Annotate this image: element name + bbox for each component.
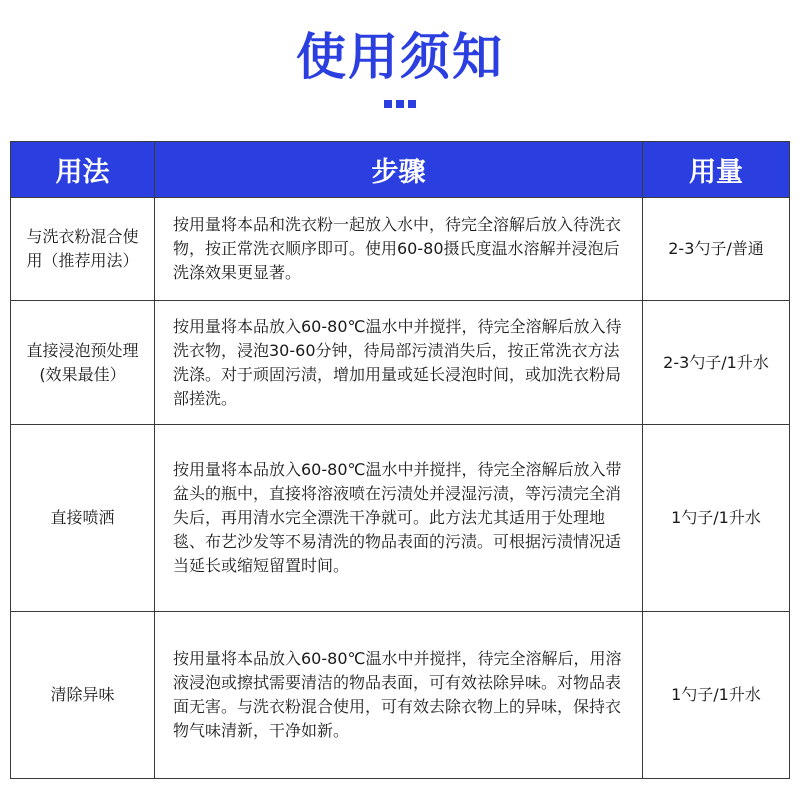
header-usage: 用法 bbox=[11, 142, 155, 198]
row-steps: 按用量将本品和洗衣粉一起放入水中，待完全溶解后放入待洗衣物，按正常洗衣顺序即可。使用60-80摄氏度温水溶解并浸泡后洗涤效果更显著。 bbox=[155, 198, 643, 301]
row-amount: 2-3勺子/普通 bbox=[643, 198, 790, 301]
row-steps: 按用量将本品放入60-80℃温水中并搅拌，待完全溶解后，用溶液浸泡或擦拭需要清洁的物品表面，可有效祛除异味。对物品表面无害。与洗衣粉混合使用，可有效去除衣物上的异味，保持衣物气味清新，干净如新。 bbox=[155, 612, 643, 779]
row-usage: 直接浸泡预处理(效果最佳） bbox=[11, 301, 155, 425]
decoration-dot bbox=[396, 100, 404, 108]
decoration-dot bbox=[384, 100, 392, 108]
table-row bbox=[11, 612, 790, 779]
row-usage: 清除异味 bbox=[11, 612, 155, 779]
row-amount: 1勺子/1升水 bbox=[643, 425, 790, 612]
header-amount: 用量 bbox=[643, 142, 790, 198]
table-row bbox=[11, 198, 790, 301]
table-header-row bbox=[11, 142, 790, 198]
row-usage: 直接喷洒 bbox=[11, 425, 155, 612]
header-steps: 步骤 bbox=[155, 142, 643, 198]
row-amount: 1勺子/1升水 bbox=[643, 612, 790, 779]
table-row bbox=[11, 301, 790, 425]
usage-guide-table bbox=[10, 141, 790, 779]
row-steps: 按用量将本品放入60-80℃温水中并搅拌，待完全溶解后放入带盆头的瓶中，直接将溶液喷在污渍处并浸湿污渍，等污渍完全消失后，再用清水完全漂洗干净就可。此方法尤其适用于处理地毯、布艺沙发等不易清洗的物品表面的污渍。可根据污渍情况适当延长或缩短留置时间。 bbox=[155, 425, 643, 612]
row-amount: 2-3勺子/1升水 bbox=[643, 301, 790, 425]
title-decoration-dots bbox=[384, 100, 416, 108]
decoration-dot bbox=[408, 100, 416, 108]
table-row bbox=[11, 425, 790, 612]
row-usage: 与洗衣粉混合使用（推荐用法） bbox=[11, 198, 155, 301]
page-title: 使用须知 bbox=[296, 28, 504, 86]
row-steps: 按用量将本品放入60-80℃温水中并搅拌，待完全溶解后放入待洗衣物，浸泡30-60分钟，待局部污渍消失后，按正常洗衣方法洗涤。对于顽固污渍，增加用量或延长浸泡时间，或加洗衣粉局部搓洗。 bbox=[155, 301, 643, 425]
